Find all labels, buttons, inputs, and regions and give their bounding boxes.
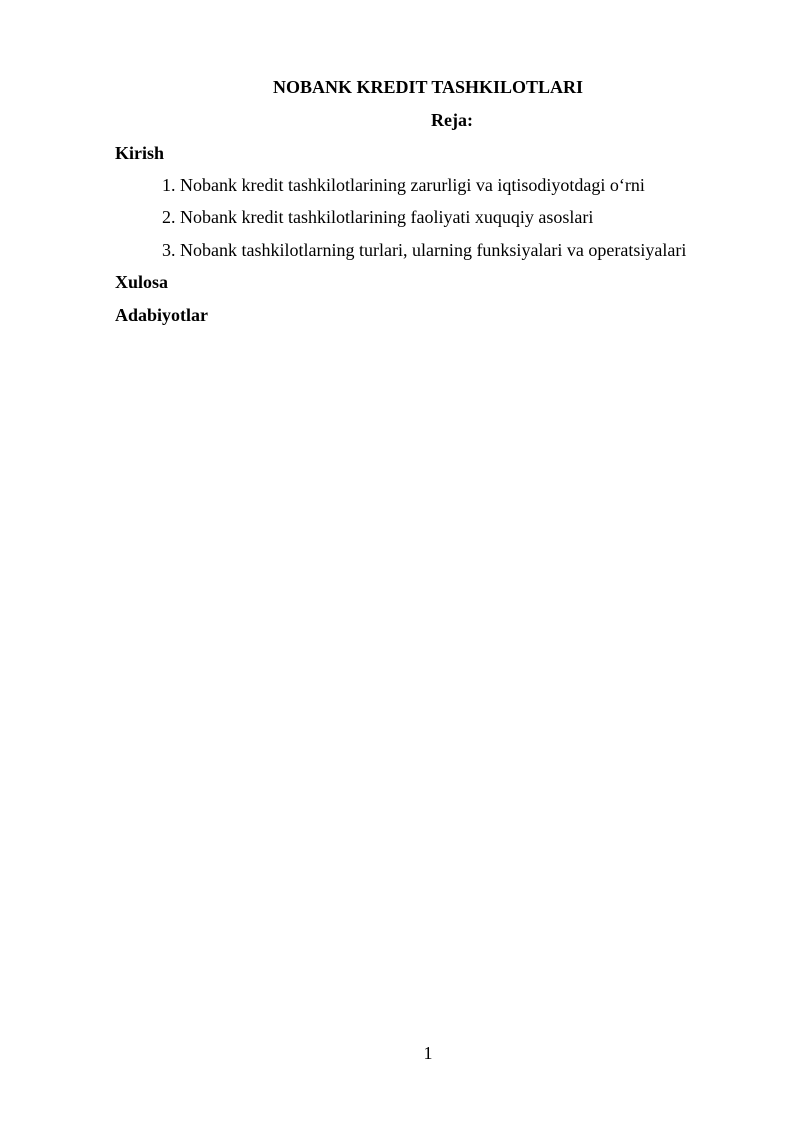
page-number: 1 [423,1043,433,1063]
plan-item-3: 3. Nobank tashkilotlarning turlari, ularning funksiyalari va operatsiyalari [162,240,687,260]
plan-item-1: 1. Nobank kredit tashkilotlarining zarurligi va iqtisodiyotdagi o‘rni [162,175,645,195]
intro-heading: Kirish [115,143,165,163]
plan-item-2: 2. Nobank kredit tashkilotlarining faoliyati xuquqiy asoslari [162,207,594,227]
plan-heading: Reja: [431,110,473,130]
conclusion-heading: Xulosa [115,272,169,292]
document-title: NOBANK KREDIT TASHKILOTLARI [272,77,584,97]
references-heading: Adabiyotlar [115,305,209,325]
